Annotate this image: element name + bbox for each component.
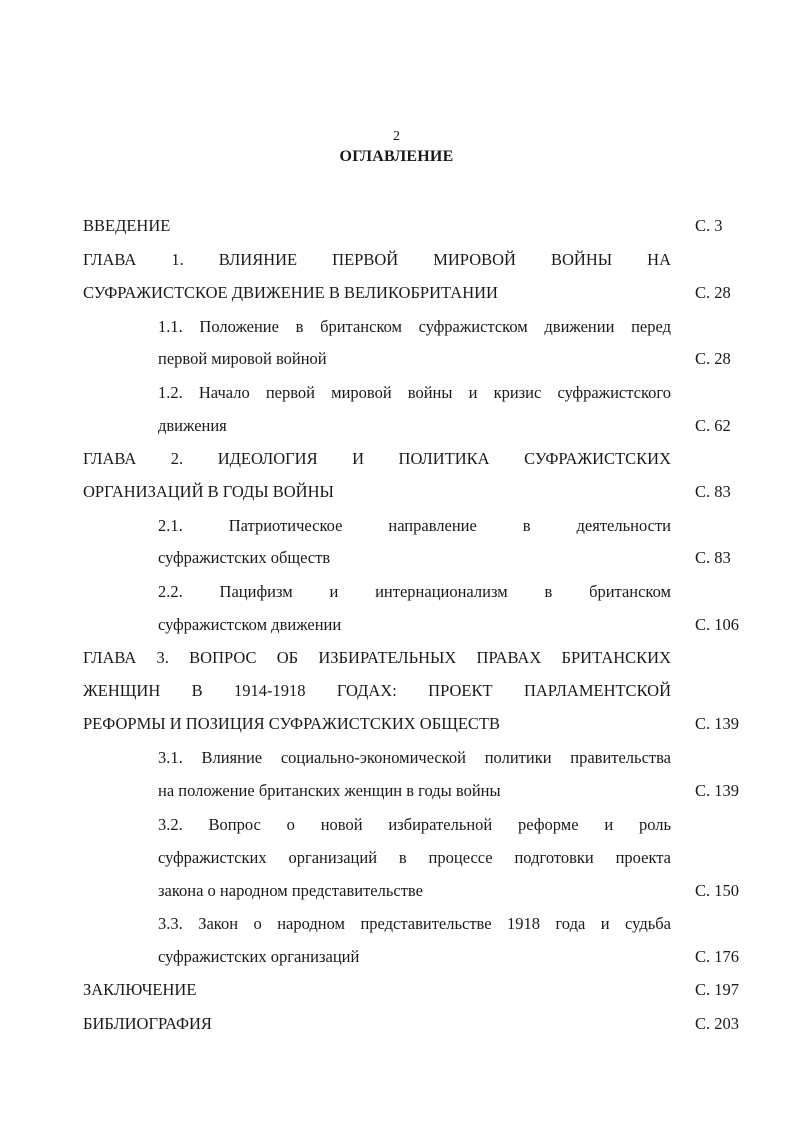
toc-entry-s3-1-line1: 3.1. Влияние социально-экономической политики правительства [158, 748, 671, 767]
toc-entry-ch3-line3: РЕФОРМЫ И ПОЗИЦИЯ СУФРАЖИСТСКИХ ОБЩЕСТВ [83, 714, 501, 733]
toc-page-s3-3: С. 176 [695, 947, 740, 966]
toc-page-s3-1: С. 139 [695, 781, 740, 800]
toc-page-s2-2: С. 106 [695, 615, 740, 634]
toc-entry-s2-2-line1: 2.2. Пацифизм и интернационализм в британском [158, 582, 671, 601]
toc-entry-ch3-line1: ГЛАВА 3. ВОПРОС ОБ ИЗБИРАТЕЛЬНЫХ ПРАВАХ БРИТАНСКИХ [83, 648, 671, 667]
toc-page-ch3: С. 139 [695, 714, 740, 733]
toc-page-s1-2: С. 62 [695, 416, 731, 435]
toc-entry-s3-3-line2: суфражистских организаций [158, 947, 360, 966]
toc-entry-ch3-line2: ЖЕНЩИН В 1914-1918 ГОДАХ: ПРОЕКТ ПАРЛАМЕНТСКОЙ [83, 681, 671, 700]
toc-entry-ch1-line1: ГЛАВА 1. ВЛИЯНИЕ ПЕРВОЙ МИРОВОЙ ВОЙНЫ НА [83, 250, 671, 269]
toc-page-ch1: С. 28 [695, 283, 731, 302]
toc-entry-bibliography: БИБЛИОГРАФИЯ [83, 1014, 212, 1033]
toc-entry-s3-2-line2: суфражистских организаций в процессе подготовки проекта [158, 848, 671, 867]
toc-entry-conclusion: ЗАКЛЮЧЕНИЕ [83, 980, 197, 999]
toc-page-s3-2: С. 150 [695, 881, 740, 900]
toc-entry-s2-2-line2: суфражистском движении [158, 615, 342, 634]
toc-page-s1-1: С. 28 [695, 349, 731, 368]
page-number: 2 [393, 129, 400, 144]
toc-entry-s1-1-line2: первой мировой войной [158, 349, 327, 368]
toc-entry-s1-2-line2: движения [158, 416, 227, 435]
toc-entry-s2-1-line2: суфражистских обществ [158, 548, 331, 567]
toc-entry-ch2-line1: ГЛАВА 2. ИДЕОЛОГИЯ И ПОЛИТИКА СУФРАЖИСТСКИХ [83, 449, 671, 468]
toc-page-ch2: С. 83 [695, 482, 731, 501]
toc-entry-s3-3-line1: 3.3. Закон о народном представительстве 1918 года и судьба [158, 914, 671, 933]
toc-page-bibliography: С. 203 [695, 1014, 740, 1033]
toc-page-conclusion: С. 197 [695, 980, 740, 999]
toc-entry-s3-2-line3: закона о народном представительстве [158, 881, 423, 900]
page-title: ОГЛАВЛЕНИЕ [339, 148, 454, 165]
toc-entry-intro: ВВЕДЕНИЕ [83, 216, 171, 235]
toc-entry-s1-2-line1: 1.2. Начало первой мировой войны и кризис суфражистского [158, 383, 671, 402]
toc-entry-s3-1-line2: на положение британских женщин в годы войны [158, 781, 501, 800]
toc-page-intro: С. 3 [695, 216, 723, 235]
toc-entry-s2-1-line1: 2.1. Патриотическое направление в деятельности [158, 516, 671, 535]
toc-entry-ch1-line2: СУФРАЖИСТСКОЕ ДВИЖЕНИЕ В ВЕЛИКОБРИТАНИИ [83, 283, 498, 302]
toc-entry-s1-1-line1: 1.1. Положение в британском суфражистском движении перед [158, 317, 671, 336]
toc-entry-s3-2-line1: 3.2. Вопрос о новой избирательной реформе и роль [158, 815, 671, 834]
toc-entry-ch2-line2: ОРГАНИЗАЦИЙ В ГОДЫ ВОЙНЫ [83, 482, 334, 501]
toc-page-s2-1: С. 83 [695, 548, 731, 567]
